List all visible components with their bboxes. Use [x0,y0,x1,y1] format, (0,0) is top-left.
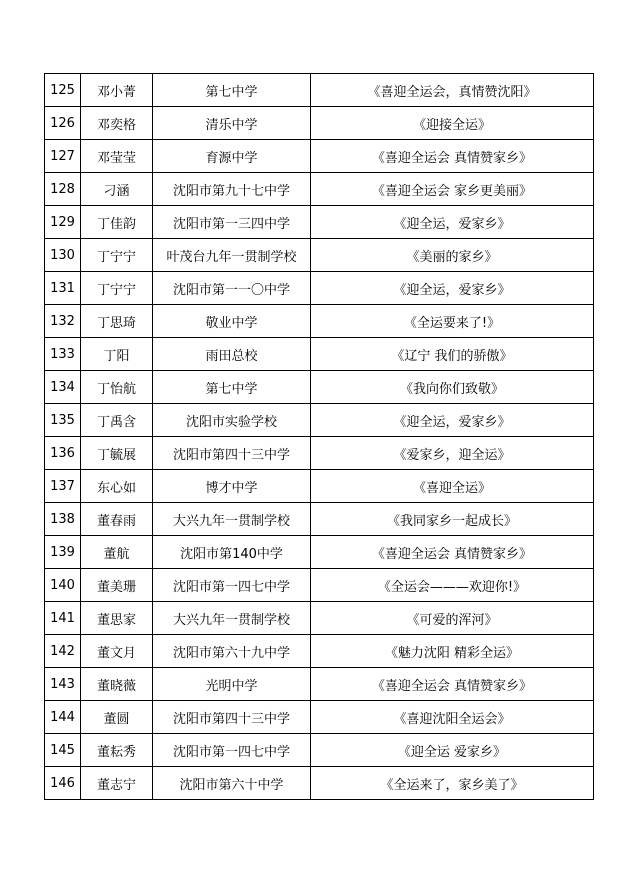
school-name: 沈阳市第一四七中学 [153,734,311,767]
essay-title: 《迎全运，爱家乡》 [311,206,594,239]
table-row [45,635,594,668]
table-row [45,404,594,437]
essay-title: 《喜迎全运会 真情赞家乡》 [311,536,594,569]
school-name: 第七中学 [153,74,311,107]
essay-title: 《喜迎全运》 [311,470,594,503]
table-row [45,206,594,239]
essay-title: 《喜迎全运会 家乡更美丽》 [311,173,594,206]
student-name: 邓莹莹 [81,140,153,173]
essay-title: 《魅力沈阳 精彩全运》 [311,635,594,668]
entry-number: 138 [45,503,81,536]
table-row [45,173,594,206]
essay-title: 《我向你们致敬》 [311,371,594,404]
table-row [45,536,594,569]
school-name: 叶茂台九年一贯制学校 [153,239,311,272]
student-name: 董圆 [81,701,153,734]
entry-number: 132 [45,305,81,338]
table-row [45,371,594,404]
entry-number: 125 [45,74,81,107]
school-name: 沈阳市第六十九中学 [153,635,311,668]
table-row [45,734,594,767]
entry-number: 141 [45,602,81,635]
essay-title: 《迎全运，爱家乡》 [311,272,594,305]
essay-title: 《美丽的家乡》 [311,239,594,272]
student-name: 丁思琦 [81,305,153,338]
table-row [45,701,594,734]
school-name: 光明中学 [153,668,311,701]
student-name: 董春雨 [81,503,153,536]
entry-number: 128 [45,173,81,206]
student-name: 刁涵 [81,173,153,206]
entry-number: 137 [45,470,81,503]
entry-number: 145 [45,734,81,767]
school-name: 雨田总校 [153,338,311,371]
school-name: 沈阳市第六十中学 [153,767,311,800]
student-name: 邓小菁 [81,74,153,107]
essay-title: 《迎全运，爱家乡》 [311,404,594,437]
table-row [45,338,594,371]
table-row [45,767,594,800]
table-row [45,107,594,140]
essay-title: 《喜迎全运会 真情赞家乡》 [311,140,594,173]
table-row [45,437,594,470]
table-row [45,272,594,305]
student-name: 丁宁宁 [81,272,153,305]
school-name: 沈阳市第九十七中学 [153,173,311,206]
student-name: 丁禹含 [81,404,153,437]
school-name: 沈阳市第一一〇中学 [153,272,311,305]
table-row [45,503,594,536]
table-row [45,74,594,107]
school-name: 沈阳市第四十三中学 [153,437,311,470]
school-name: 沈阳市第一三四中学 [153,206,311,239]
essay-title: 《爱家乡，迎全运》 [311,437,594,470]
student-name: 丁毓展 [81,437,153,470]
student-name: 丁阳 [81,338,153,371]
student-name: 丁宁宁 [81,239,153,272]
school-name: 沈阳市第四十三中学 [153,701,311,734]
essay-title: 《喜迎全运会，真情赞沈阳》 [311,74,594,107]
student-name: 邓奕格 [81,107,153,140]
school-name: 大兴九年一贯制学校 [153,503,311,536]
school-name: 沈阳市第一四七中学 [153,569,311,602]
essay-title: 《全运来了，家乡美了》 [311,767,594,800]
entry-number: 136 [45,437,81,470]
school-name: 第七中学 [153,371,311,404]
entry-number: 133 [45,338,81,371]
essay-title: 《可爱的浑河》 [311,602,594,635]
table-row [45,668,594,701]
student-name: 董文月 [81,635,153,668]
table-row [45,305,594,338]
student-name: 董耘秀 [81,734,153,767]
essay-title: 《喜迎全运会 真情赞家乡》 [311,668,594,701]
essay-title: 《喜迎沈阳全运会》 [311,701,594,734]
entry-number: 135 [45,404,81,437]
student-name: 董航 [81,536,153,569]
table-row [45,569,594,602]
essay-title: 《迎全运 爱家乡》 [311,734,594,767]
entry-table [44,73,594,800]
student-name: 东心如 [81,470,153,503]
entry-table-body [45,74,594,800]
entry-number: 129 [45,206,81,239]
essay-title: 《我同家乡一起成长》 [311,503,594,536]
student-name: 丁佳韵 [81,206,153,239]
entry-number: 140 [45,569,81,602]
essay-title: 《迎接全运》 [311,107,594,140]
school-name: 沈阳市实验学校 [153,404,311,437]
essay-title: 《全运会———欢迎你!》 [311,569,594,602]
essay-title: 《辽宁 我们的骄傲》 [311,338,594,371]
entry-number: 144 [45,701,81,734]
school-name: 育源中学 [153,140,311,173]
school-name: 沈阳市第140中学 [153,536,311,569]
entry-number: 146 [45,767,81,800]
entry-number: 131 [45,272,81,305]
school-name: 清乐中学 [153,107,311,140]
essay-title: 《全运要来了!》 [311,305,594,338]
table-row [45,470,594,503]
school-name: 博才中学 [153,470,311,503]
entry-number: 143 [45,668,81,701]
entry-number: 134 [45,371,81,404]
student-name: 董思家 [81,602,153,635]
entry-number: 139 [45,536,81,569]
entry-number: 127 [45,140,81,173]
entry-number: 130 [45,239,81,272]
student-name: 董美珊 [81,569,153,602]
table-row [45,140,594,173]
student-name: 丁怡航 [81,371,153,404]
school-name: 敬业中学 [153,305,311,338]
school-name: 大兴九年一贯制学校 [153,602,311,635]
entry-number: 142 [45,635,81,668]
table-row [45,239,594,272]
entry-number: 126 [45,107,81,140]
student-name: 董晓薇 [81,668,153,701]
table-row [45,602,594,635]
student-name: 董志宁 [81,767,153,800]
